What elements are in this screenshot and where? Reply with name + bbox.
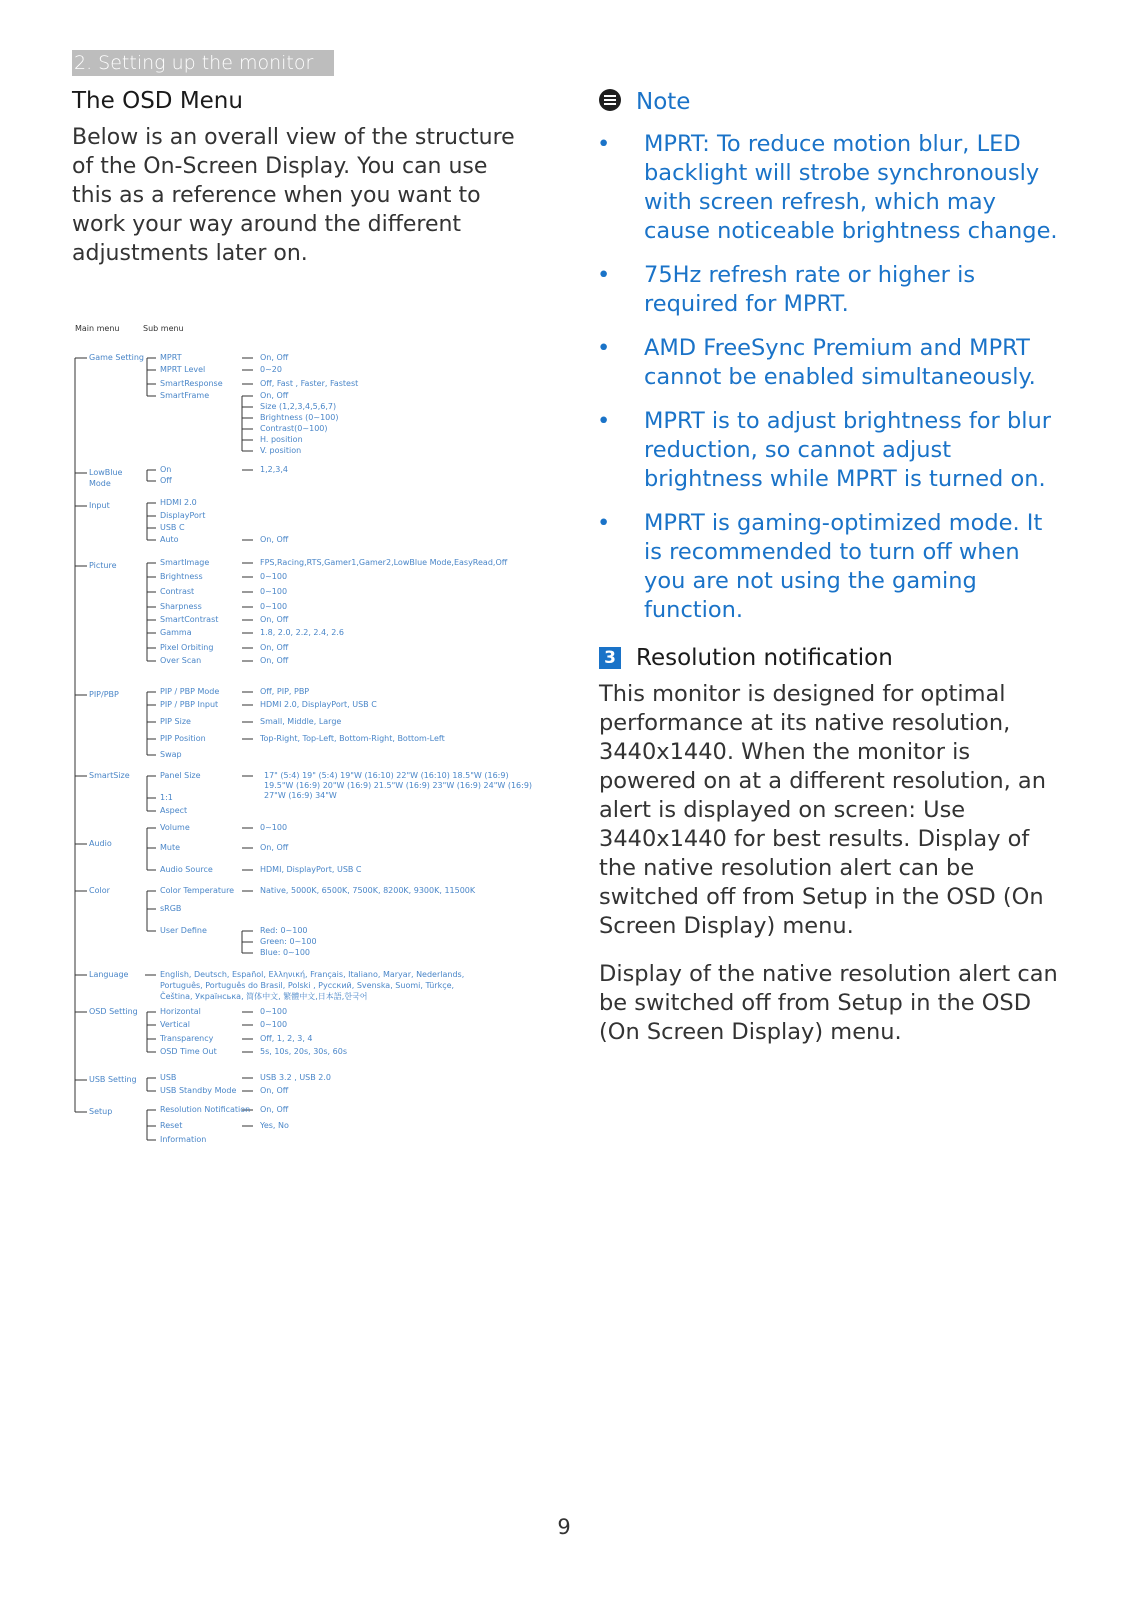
bullet-icon: • (597, 131, 611, 157)
sub-menu-item: Transparency (160, 1034, 214, 1043)
main-menu-item: Input (89, 501, 110, 510)
tree-header-main: Main menu (75, 324, 120, 333)
main-menu-item: SmartSize (89, 771, 130, 780)
option-value: FPS,Racing,RTS,Gamer1,Gamer2,LowBlue Mode,EasyRead,Off (260, 558, 508, 567)
option-value: 0~100 (260, 1007, 288, 1016)
option-value: Small, Middle, Large (260, 717, 342, 726)
sub-menu-item: USB Standby Mode (160, 1086, 237, 1095)
sub-menu-item: PIP / PBP Mode (160, 687, 220, 696)
resolution-paragraph: This monitor is designed for optimal performance at its native resolution, 3440x1440. When the monitor is powered on at a different resolution, an alert is displayed on screen: Use 3440x1440 for best results. Display of the native resolution alert can be switched off from Setup in the OSD (On Screen Display) menu. (599, 681, 1046, 939)
sub-menu-item: Horizontal (160, 1007, 201, 1016)
sub-menu-item: PIP / PBP Input (160, 700, 219, 709)
option-value: 0~100 (260, 587, 288, 596)
bullet-icon: • (597, 262, 611, 288)
option-value: 0~20 (260, 365, 282, 374)
sub-menu-item: Resolution Notification (160, 1105, 251, 1114)
sub-menu-item: 1:1 (160, 793, 173, 802)
sub-menu-item: Auto (160, 535, 179, 544)
option-value: V. position (260, 446, 302, 455)
sub-menu-item: Audio Source (160, 865, 213, 874)
note-item: • 75Hz refresh rate or higher is required for MPRT. (597, 262, 976, 317)
main-menu-item: OSD Setting (89, 1007, 138, 1016)
option-value: 5s, 10s, 20s, 30s, 60s (260, 1047, 347, 1056)
main-menu-item: Color (89, 886, 110, 895)
sub-menu-item: Contrast (160, 587, 195, 596)
sub-menu-item: Volume (160, 823, 190, 832)
option-value: On, Off (260, 643, 289, 652)
sub-menu-item: PIP Size (160, 717, 191, 726)
note-icon (599, 89, 621, 111)
option-value: 0~100 (260, 1020, 288, 1029)
option-value: Yes, No (260, 1121, 289, 1130)
main-menu-item: Picture (89, 561, 117, 570)
bullet-icon: • (597, 335, 611, 361)
option-value: On, Off (260, 656, 289, 665)
main-menu-item: USB Setting (89, 1075, 137, 1084)
sub-menu-item: Aspect (160, 806, 188, 815)
note-item: • MPRT is to adjust brightness for blur reduction, so cannot adjust brightness while MPRT is turned on. (597, 408, 1051, 492)
page-number: 9 (557, 1515, 571, 1539)
option-value: 1.8, 2.0, 2.2, 2.4, 2.6 (260, 628, 344, 637)
option-value: H. position (260, 435, 303, 444)
sub-menu-item: SmartContrast (160, 615, 219, 624)
resolution-paragraph-2: Display of the native resolution alert can be switched off from Setup in the OSD (On Screen Display) menu. (599, 961, 1058, 1045)
option-value: 0~100 (260, 602, 288, 611)
option-value: Blue: 0~100 (260, 948, 311, 957)
sub-menu-item: MPRT Level (160, 365, 206, 374)
option-value: English, Deutsch, Español, Ελληνική, Français, Italiano, Maryar, Nederlands, (160, 970, 465, 979)
option-value: Čeština, Українська, 简体中文, 繁體中文,日本語,한국어 (160, 992, 368, 1001)
page-heading: The OSD Menu (72, 88, 243, 114)
sub-menu-item: DisplayPort (160, 511, 206, 520)
option-value: On, Off (260, 535, 289, 544)
main-menu-item: Game Setting (89, 353, 145, 362)
option-value: HDMI, DisplayPort, USB C (260, 865, 362, 874)
sub-menu-item: On (160, 465, 172, 474)
sub-menu-item: Swap (160, 750, 182, 759)
sub-menu-item: Gamma (160, 628, 192, 637)
sub-menu-item: Mute (160, 843, 181, 852)
option-value: 19.5"W (16:9) 20"W (16:9) 21.5"W (16:9) 23"W (16:9) 24"W (16:9) (264, 781, 533, 790)
option-value: 17" (5:4) 19" (5:4) 19"W (16:10) 22"W (16:10) 18.5"W (16:9) (264, 771, 509, 780)
main-menu-item: LowBlue (89, 468, 123, 477)
note-item: • MPRT: To reduce motion blur, LED backlight will strobe synchronously with screen refresh, which may cause noticeable brightness change. (597, 131, 1058, 244)
sub-menu-item: MPRT (160, 353, 182, 362)
sub-menu-item: Brightness (160, 572, 203, 581)
sub-menu-item: SmartFrame (160, 391, 210, 400)
intro-paragraph: Below is an overall view of the structure of the On-Screen Display. You can use this as a reference when you want to work your way around the different adjustments later on. (72, 125, 515, 266)
bullet-icon: • (597, 408, 611, 434)
sub-menu-item: Color Temperature (160, 886, 235, 895)
option-value: On, Off (260, 391, 289, 400)
sub-menu-item: OSD Time Out (160, 1047, 217, 1056)
option-value: Off, Fast , Faster, Fastest (260, 379, 359, 388)
option-value: Red: 0~100 (260, 926, 308, 935)
option-value: 1,2,3,4 (260, 465, 288, 474)
option-value: On, Off (260, 843, 289, 852)
option-value: Off, PIP, PBP (260, 687, 310, 696)
main-menu-item: Setup (89, 1107, 113, 1116)
option-value: HDMI 2.0, DisplayPort, USB C (260, 700, 377, 709)
section-number-badge: 3 (599, 647, 621, 669)
option-value: Size (1,2,3,4,5,6,7) (260, 402, 337, 411)
option-value: Brightness (0~100) (260, 413, 339, 422)
main-menu-item: Audio (89, 839, 112, 848)
sub-menu-item: Sharpness (160, 602, 202, 611)
sub-menu-item: Off (160, 476, 172, 485)
option-value: Green: 0~100 (260, 937, 317, 946)
sub-menu-item: HDMI 2.0 (160, 498, 197, 507)
option-value: On, Off (260, 353, 289, 362)
main-menu-item: Language (89, 970, 129, 979)
option-value: Português, Português do Brasil, Polski , Русский, Svenska, Suomi, Türkçe, (160, 981, 455, 990)
sub-menu-item: Pixel Orbiting (160, 643, 214, 652)
sub-menu-item: sRGB (160, 904, 182, 913)
section-banner: 2. Setting up the monitor (72, 50, 334, 76)
option-value: Top-Right, Top-Left, Bottom-Right, Bottom-Left (260, 734, 445, 743)
sub-menu-item: Over Scan (160, 656, 202, 665)
note-item: • AMD FreeSync Premium and MPRT cannot be enabled simultaneously. (597, 335, 1036, 390)
option-value: On, Off (260, 1086, 289, 1095)
sub-menu-item: Vertical (160, 1020, 190, 1029)
option-value: On, Off (260, 615, 289, 624)
sub-menu-item: USB C (160, 523, 185, 532)
tree-header-sub: Sub menu (143, 324, 184, 333)
option-value: On, Off (260, 1105, 289, 1114)
section-title: Resolution notification (636, 645, 893, 671)
option-value: 0~100 (260, 823, 288, 832)
option-value: Off, 1, 2, 3, 4 (260, 1034, 313, 1043)
main-menu-item: PIP/PBP (89, 690, 119, 699)
option-value: 27"W (16:9) 34"W (264, 791, 337, 800)
bullet-icon: • (597, 510, 611, 536)
sub-menu-item: Panel Size (160, 771, 201, 780)
option-value: Native, 5000K, 6500K, 7500K, 8200K, 9300K, 11500K (260, 886, 476, 895)
sub-menu-item: PIP Position (160, 734, 206, 743)
note-item: • MPRT is gaming-optimized mode. It is recommended to turn off when you are not using the gaming function. (597, 510, 1043, 623)
main-menu-item-line2: Mode (89, 479, 111, 488)
option-value: Contrast(0~100) (260, 424, 328, 433)
note-list (597, 130, 1067, 640)
sub-menu-item: SmartResponse (160, 379, 223, 388)
note-title: Note (636, 89, 691, 115)
sub-menu-item: Information (160, 1135, 207, 1144)
option-value: 0~100 (260, 572, 288, 581)
sub-menu-item: User Define (160, 926, 207, 935)
option-value: USB 3.2 , USB 2.0 (260, 1073, 332, 1082)
osd-menu-tree (0, 0, 560, 1160)
sub-menu-item: USB (160, 1073, 177, 1082)
sub-menu-item: Reset (160, 1121, 183, 1130)
sub-menu-item: SmartImage (160, 558, 210, 567)
